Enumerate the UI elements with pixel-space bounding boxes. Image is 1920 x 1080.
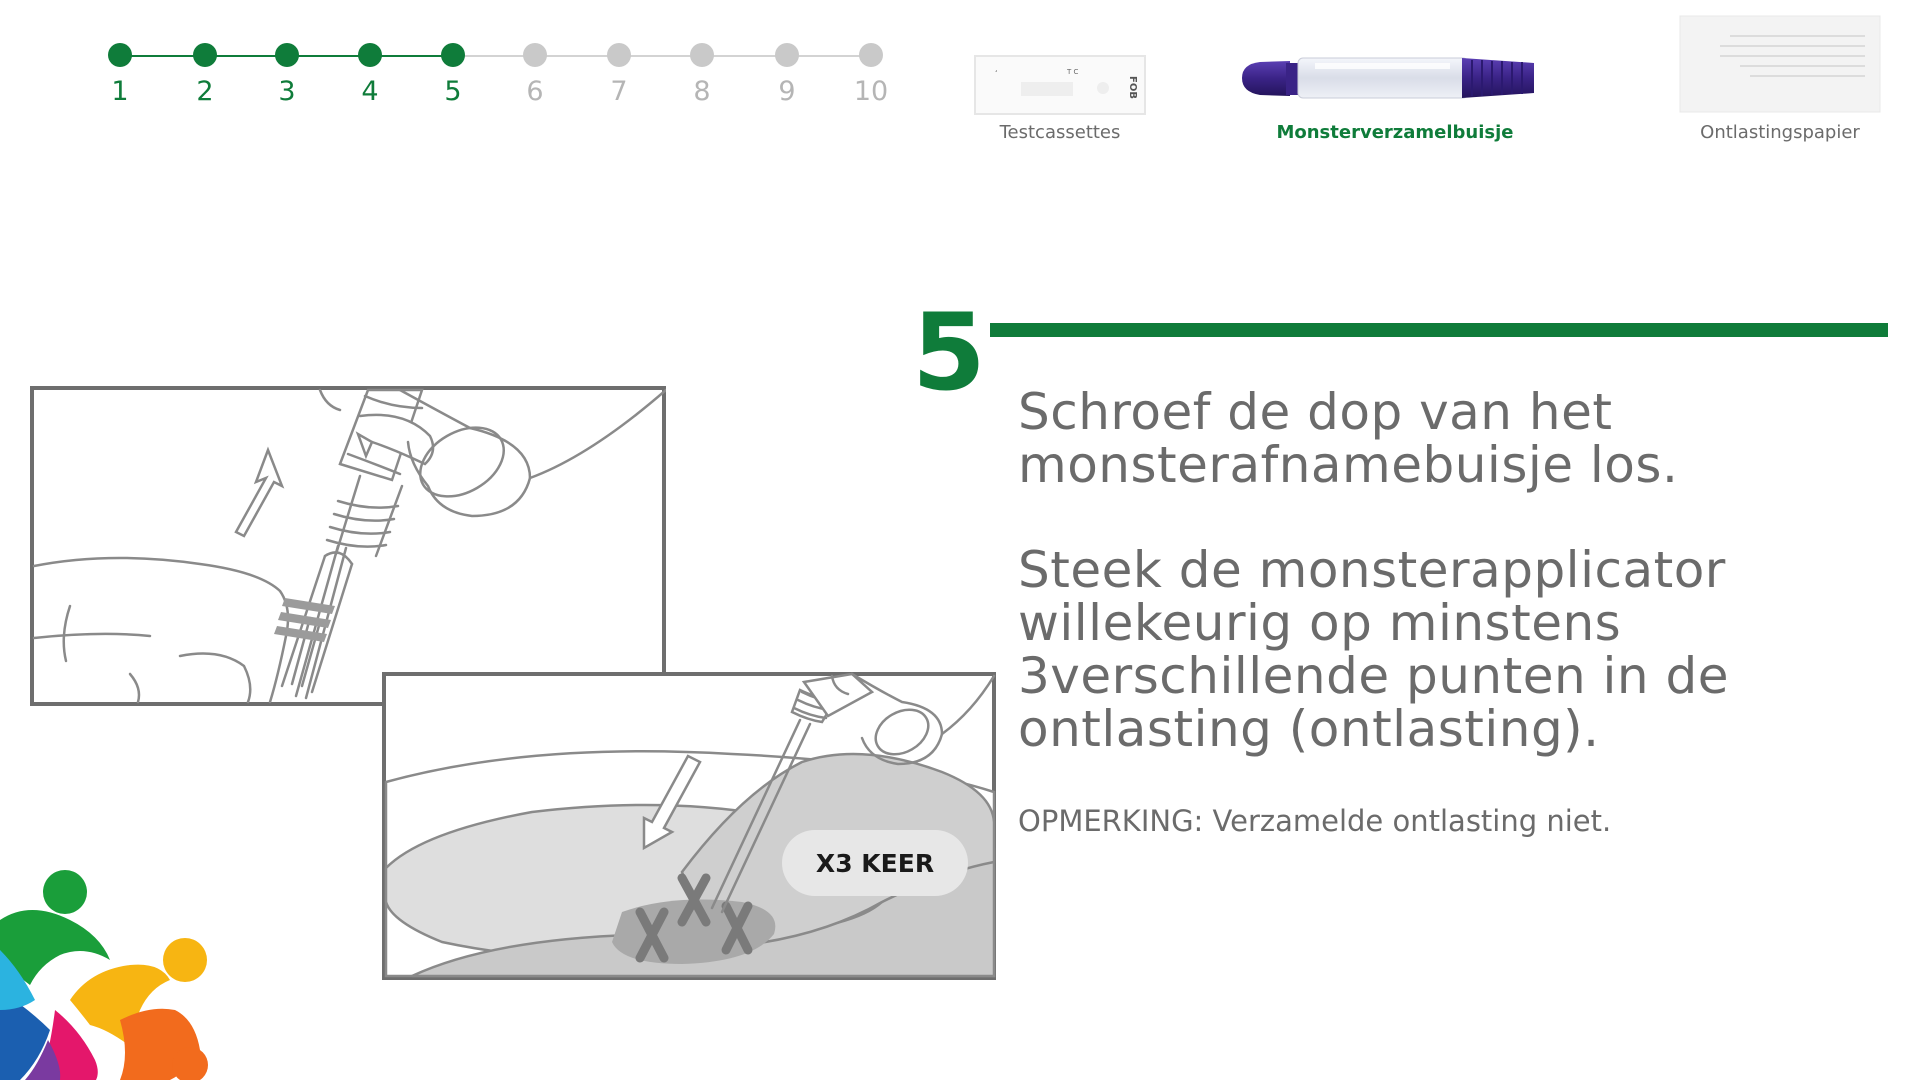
progress-stepper	[92, 40, 892, 120]
sample-collection-tube-image	[1220, 30, 1570, 130]
step-dot	[523, 43, 547, 67]
instruction-unscrew-cap: Schroef de dop van het monsterafnamebuisje los.	[1018, 383, 1679, 494]
svg-text:ʻ: ʻ	[995, 69, 998, 78]
supply-label: Ontlastingspapier	[1700, 122, 1860, 143]
step-dot	[108, 43, 132, 67]
step-2[interactable]	[175, 40, 235, 107]
step-number-label: 6	[526, 76, 544, 107]
sample-stool-drawing	[382, 672, 996, 980]
step-number-label: 3	[278, 76, 296, 107]
step-8[interactable]	[672, 40, 732, 107]
step-number-label: 4	[361, 76, 379, 107]
supply-label: Monsterverzamelbuisje	[1276, 122, 1514, 143]
step-number-label: 7	[610, 76, 628, 107]
step-number: 5	[912, 291, 986, 414]
supply-label: Testcassettes	[999, 122, 1121, 143]
step-dot	[859, 43, 883, 67]
step-dot	[690, 43, 714, 67]
step-divider	[990, 323, 1888, 337]
step-number-label: 5	[444, 76, 462, 107]
step-4[interactable]	[340, 40, 400, 107]
instruction-insert-applicator: Steek de monsterapplicator willekeurig op minstens 3verschillende punten in de ontlasting (ontlasting).	[1018, 541, 1730, 758]
step-dot	[441, 43, 465, 67]
step-dot	[775, 43, 799, 67]
step-3[interactable]	[257, 40, 317, 107]
step-number-label: 8	[693, 76, 711, 107]
step-5[interactable]	[423, 40, 483, 107]
illustration-unscrew-cap	[30, 386, 666, 706]
instructions	[1018, 383, 1898, 838]
step-9[interactable]	[757, 40, 817, 107]
stool-paper-image	[1650, 14, 1910, 124]
step-dot	[607, 43, 631, 67]
repeat-badge-text: X3 KEER	[815, 849, 935, 878]
note-text: OPMERKING: Verzamelde ontlasting niet.	[1018, 804, 1612, 838]
step-10[interactable]	[841, 40, 901, 107]
step-6[interactable]	[505, 40, 565, 107]
step-number-label: 2	[196, 76, 214, 107]
unscrew-cap-drawing	[30, 386, 666, 706]
step-1[interactable]	[90, 40, 150, 107]
step-dot	[275, 43, 299, 67]
svg-text:T C: T C	[1067, 68, 1079, 76]
step-dot	[358, 43, 382, 67]
brand-logo	[0, 860, 215, 1080]
step-number-label: 1	[111, 76, 129, 107]
cassette-print-label: FOB	[1127, 76, 1138, 99]
step-7[interactable]	[589, 40, 649, 107]
step-dot	[193, 43, 217, 67]
step-number-label: 10	[853, 76, 889, 107]
step-number-label: 9	[778, 76, 796, 107]
illustration-sample-stool	[382, 672, 996, 980]
